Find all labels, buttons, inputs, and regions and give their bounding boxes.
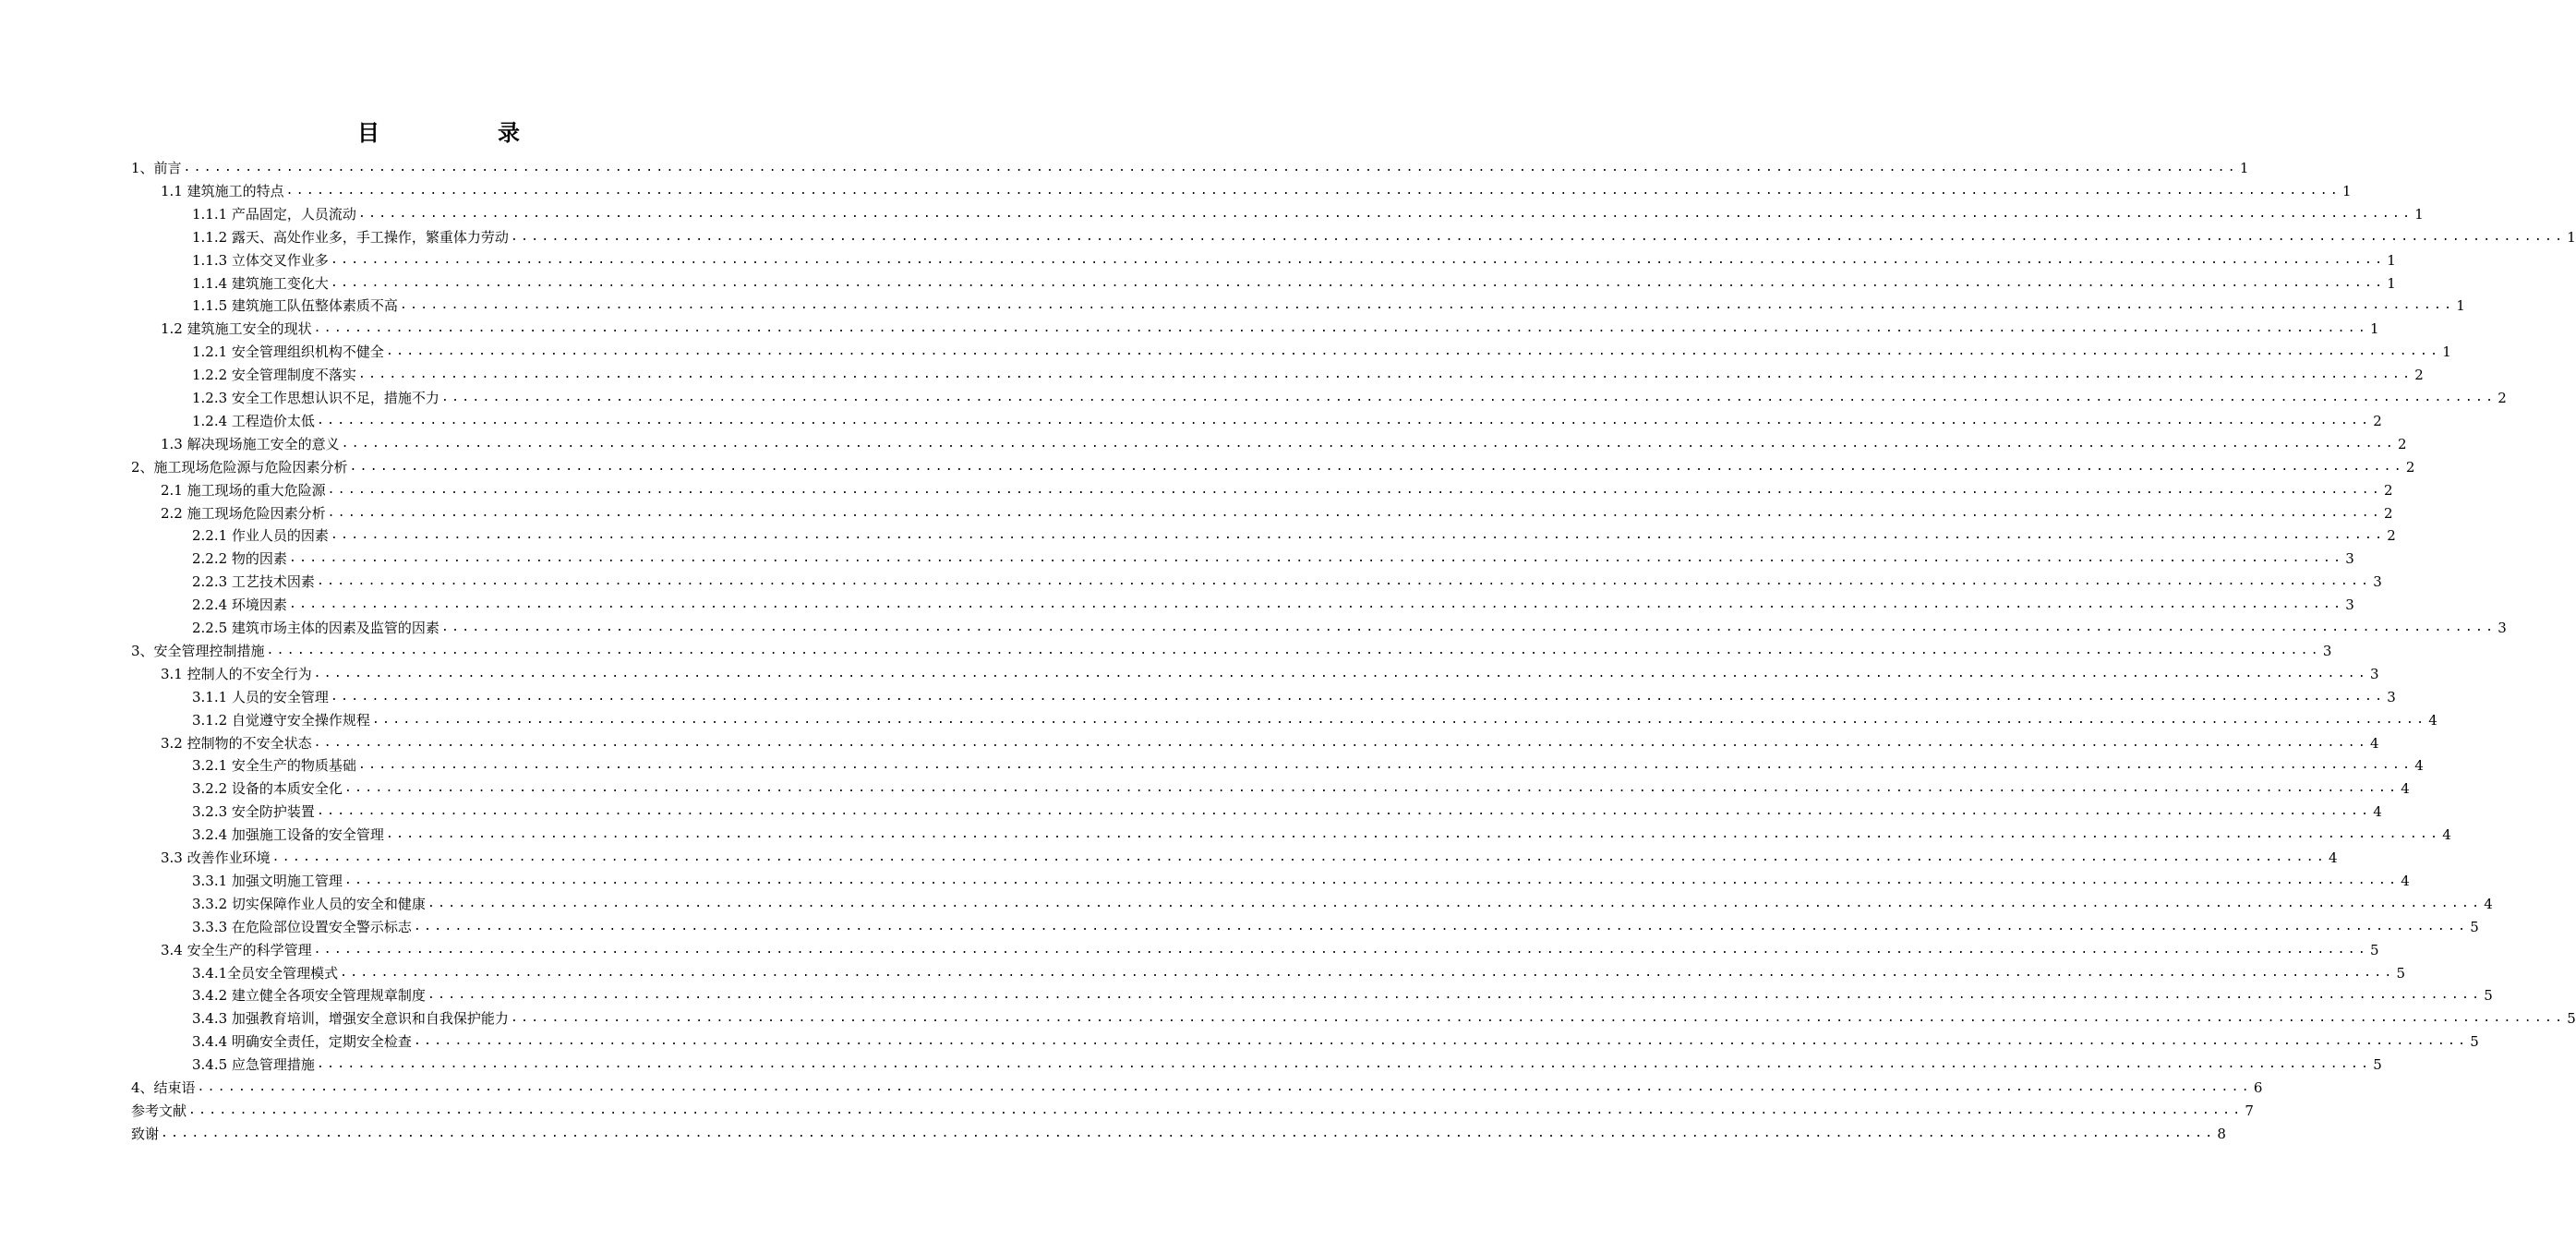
toc-entry[interactable] (192, 707, 2438, 729)
toc-entry-page-number: 3 (2387, 688, 2396, 705)
dot-leader: ........................................................................................................................................................................................................ (330, 528, 2386, 543)
toc-entry-label: 1.1.2 露天、高处作业多，手工操作，繁重体力劳动 (192, 228, 509, 246)
toc-entry-label: 3.2 控制物的不安全状态 (161, 734, 312, 752)
toc-entry-page-number: 4 (2401, 872, 2410, 889)
toc-entry-page-number: 5 (2470, 918, 2479, 935)
dot-leader: ........................................................................................................................................................................................................ (188, 1102, 2244, 1117)
toc-entry-page-number: 4 (2484, 895, 2493, 912)
dot-leader: ........................................................................................................................................................................................................ (357, 758, 2413, 773)
dot-leader: ........................................................................................................................................................................................................ (285, 183, 2341, 198)
toc-entry[interactable] (192, 247, 2396, 270)
dot-leader: ........................................................................................................................................................................................................ (313, 942, 2368, 957)
toc-title: 目 录 (357, 119, 568, 146)
toc-entry-page-number: 1 (2387, 274, 2396, 292)
toc-entry-page-number: 1 (2456, 297, 2465, 315)
toc-entry-page-number: 1 (2387, 251, 2396, 269)
toc-entry-page-number: 8 (2217, 1125, 2226, 1142)
toc-entry[interactable] (192, 385, 2507, 407)
toc-entry-page-number: 2 (2387, 527, 2396, 545)
toc-entry-page-number: 5 (2369, 941, 2379, 958)
toc-entry-label: 3.4.5 应急管理措施 (192, 1056, 315, 1074)
toc-entry-page-number: 3 (2498, 620, 2507, 636)
toc-entry-label: 2.1 施工现场的重大危险源 (161, 481, 326, 499)
dot-leader: ........................................................................................................................................................................................................ (288, 597, 2344, 612)
toc-entry-page-number: 3 (2373, 573, 2382, 591)
toc-entry-page-number: 3 (2345, 550, 2354, 568)
toc-entry-label: 2.2.1 作业人员的因素 (192, 527, 329, 545)
toc-entry[interactable] (192, 1052, 2382, 1074)
dot-leader: ........................................................................................................................................................................................................ (399, 298, 2455, 313)
toc-entry-page-number: 2 (2498, 390, 2507, 406)
dot-leader: ........................................................................................................................................................................................................ (327, 482, 2382, 497)
toc-entry-label: 3.3.2 切实保障作业人员的安全和健康 (192, 895, 426, 912)
dot-leader: ........................................................................................................................................................................................................ (357, 367, 2413, 382)
toc-entry-label: 1.2 建筑施工安全的现状 (161, 320, 312, 338)
toc-entry-page-number: 2 (2414, 367, 2424, 384)
toc-entry[interactable] (192, 753, 2424, 775)
toc-entry-page-number: 1 (2414, 205, 2424, 223)
dot-leader: ........................................................................................................................................................................................................ (510, 1011, 2566, 1026)
toc-entry[interactable] (192, 868, 2410, 890)
toc-entry[interactable] (192, 822, 2451, 844)
toc-entry[interactable] (192, 615, 2507, 637)
toc-entry-label: 参考文献 (131, 1102, 187, 1119)
dot-leader: ........................................................................................................................................................................................................ (161, 1126, 2216, 1140)
dot-leader: ........................................................................................................................................................................................................ (349, 459, 2404, 474)
toc-entry[interactable] (131, 1121, 2226, 1143)
toc-entry-label: 3.2.3 安全防护装置 (192, 803, 315, 821)
toc-entry[interactable] (192, 891, 2493, 913)
toc-entry[interactable] (131, 155, 2249, 177)
toc-entry[interactable] (131, 1098, 2254, 1120)
dot-leader: ........................................................................................................................................................................................................ (385, 344, 2441, 359)
toc-entry-page-number: 5 (2567, 1010, 2576, 1028)
toc-entry-label: 3.1.1 人员的安全管理 (192, 688, 329, 705)
toc-entry-page-number: 4 (2373, 803, 2382, 821)
toc-entry[interactable] (192, 271, 2396, 293)
toc-entry-page-number: 1 (2341, 182, 2352, 199)
toc-entry[interactable] (192, 684, 2396, 706)
toc-entry-label: 3.4.2 建立健全各项安全管理规章制度 (192, 987, 426, 1005)
toc-entry-page-number: 4 (2328, 849, 2338, 866)
toc-entry-page-number: 2 (2397, 435, 2407, 452)
toc-entry-page-number: 1 (2442, 343, 2451, 361)
toc-entry-label: 1.1.1 产品固定，人员流动 (192, 205, 356, 223)
toc-entry[interactable] (192, 592, 2354, 614)
toc-entry[interactable] (192, 201, 2424, 223)
dot-leader: ........................................................................................................................................................................................................ (330, 689, 2386, 704)
toc-entry[interactable] (192, 960, 2406, 982)
toc-entry[interactable] (192, 569, 2382, 591)
toc-entry[interactable] (192, 776, 2410, 798)
toc-entry-page-number: 5 (2396, 964, 2406, 982)
toc-entry[interactable] (131, 1075, 2263, 1097)
toc-entry-page-number: 1 (2239, 160, 2249, 176)
dot-leader: ........................................................................................................................................................................................................ (343, 781, 2400, 796)
toc-entry-label: 1.1 建筑施工的特点 (161, 182, 284, 199)
toc-entry[interactable] (161, 178, 2352, 200)
dot-leader: ........................................................................................................................................................................................................ (371, 712, 2427, 727)
toc-entry-label: 1.2.1 安全管理组织机构不健全 (192, 343, 384, 361)
dot-leader: ........................................................................................................................................................................................................ (341, 436, 2396, 451)
toc-entry-label: 3.1.2 自觉遵守安全操作规程 (192, 711, 370, 729)
toc-entry-label: 3.3 改善作业环境 (161, 849, 271, 866)
toc-entry-label: 1.2.2 安全管理制度不落实 (192, 367, 356, 384)
dot-leader: ........................................................................................................................................................................................................ (330, 275, 2386, 290)
toc-entry[interactable] (161, 316, 2379, 338)
toc-entry-label: 3.1 控制人的不安全行为 (161, 665, 312, 682)
toc-entry-label: 2.2.5 建筑市场主体的因素及监管的因素 (192, 620, 439, 636)
toc-entry-page-number: 4 (2414, 757, 2424, 775)
dot-leader: ........................................................................................................................................................................................................ (313, 735, 2368, 750)
toc-entry[interactable] (192, 408, 2382, 430)
dot-leader: ........................................................................................................................................................................................................ (316, 1057, 2372, 1072)
toc-entry-page-number: 2 (2383, 504, 2393, 522)
toc-entry-page-number: 1 (2369, 320, 2379, 338)
toc-entry-page-number: 3 (2369, 665, 2379, 682)
toc-entry[interactable] (161, 500, 2393, 523)
toc-entry-label: 1.1.5 建筑施工队伍整体素质不高 (192, 297, 398, 315)
toc-entry-label: 3.3.3 在危险部位设置安全警示标志 (192, 918, 412, 935)
toc-entry-label: 2.2.4 环境因素 (192, 596, 287, 614)
toc-entry[interactable] (161, 730, 2379, 753)
toc-entry-label: 3、安全管理控制措施 (131, 642, 265, 659)
dot-leader: ........................................................................................................................................................................................................ (313, 321, 2368, 336)
toc-entry-label: 4、结束语 (131, 1079, 196, 1096)
dot-leader: ........................................................................................................................................................................................................ (427, 896, 2483, 910)
toc-entry-page-number: 4 (2442, 826, 2451, 844)
toc-entry[interactable] (161, 845, 2338, 867)
toc-entry-label: 3.2.4 加强施工设备的安全管理 (192, 826, 384, 844)
toc-entry-page-number: 1 (2567, 228, 2576, 246)
dot-leader: ........................................................................................................................................................................................................ (440, 391, 2497, 404)
dot-leader: ........................................................................................................................................................................................................ (288, 551, 2344, 566)
dot-leader: ........................................................................................................................................................................................................ (343, 873, 2400, 887)
toc-entry-page-number: 5 (2470, 1033, 2479, 1051)
toc-entry-label: 1.2.4 工程造价太低 (192, 412, 315, 429)
toc-entry[interactable] (192, 293, 2465, 315)
dot-leader: ........................................................................................................................................................................................................ (313, 666, 2368, 681)
dot-leader: ........................................................................................................................................................................................................ (340, 965, 2395, 980)
dot-leader: ........................................................................................................................................................................................................ (316, 804, 2372, 819)
toc-entry-label: 3.4.1全员安全管理模式 (192, 964, 339, 982)
toc-entry-label: 2.2 施工现场危险因素分析 (161, 504, 326, 522)
toc-entry[interactable] (161, 477, 2393, 500)
dot-leader: ........................................................................................................................................................................................................ (385, 827, 2441, 842)
toc-entry-label: 3.4.3 加强教育培训，增强安全意识和自我保护能力 (192, 1010, 509, 1028)
toc-entry[interactable] (192, 546, 2354, 568)
toc-entry-label: 3.4 安全生产的科学管理 (161, 941, 312, 958)
dot-leader: ........................................................................................................................................................................................................ (316, 413, 2372, 428)
toc-entry-label: 1.1.4 建筑施工变化大 (192, 274, 329, 292)
dot-leader: ........................................................................................................................................................................................................ (197, 1080, 2252, 1094)
dot-leader: ........................................................................................................................................................................................................ (183, 161, 2238, 175)
toc-entry[interactable] (161, 661, 2379, 683)
dot-leader: ........................................................................................................................................................................................................ (440, 620, 2497, 634)
toc-entry[interactable] (192, 1006, 2576, 1028)
dot-leader: ........................................................................................................................................................................................................ (316, 574, 2372, 589)
toc-entry-label: 1.1.3 立体交叉作业多 (192, 251, 329, 269)
toc-entry[interactable] (192, 339, 2451, 361)
toc-entry-label: 3.4.4 明确安全责任，定期安全检查 (192, 1033, 412, 1051)
toc-entry-page-number: 5 (2373, 1056, 2382, 1074)
toc-entry-label: 3.3.1 加强文明施工管理 (192, 872, 343, 889)
toc-entry[interactable] (192, 1029, 2479, 1051)
toc-entry-page-number: 6 (2253, 1079, 2263, 1096)
toc-entry[interactable] (161, 937, 2379, 959)
dot-leader: ........................................................................................................................................................................................................ (271, 850, 2327, 864)
dot-leader: ........................................................................................................................................................................................................ (413, 919, 2469, 934)
toc-entry[interactable] (131, 454, 2415, 476)
toc-entry-page-number: 3 (2345, 596, 2354, 614)
toc-entry-label: 1、前言 (131, 160, 182, 176)
toc-entry-page-number: 2 (2405, 458, 2415, 476)
dot-leader: ........................................................................................................................................................................................................ (327, 505, 2382, 520)
dot-leader: ........................................................................................................................................................................................................ (510, 229, 2566, 244)
toc-entry-page-number: 3 (2322, 642, 2332, 659)
toc-entry-page-number: 4 (2369, 734, 2379, 752)
dot-leader: ........................................................................................................................................................................................................ (330, 252, 2386, 267)
dot-leader: ........................................................................................................................................................................................................ (266, 643, 2321, 657)
toc-entry-page-number: 5 (2484, 987, 2493, 1005)
toc-entry-page-number: 2 (2373, 412, 2382, 429)
toc-entry-page-number: 4 (2428, 711, 2438, 729)
toc-entry[interactable] (192, 799, 2382, 821)
dot-leader: ........................................................................................................................................................................................................ (357, 206, 2413, 221)
dot-leader: ........................................................................................................................................................................................................ (427, 988, 2483, 1003)
toc-entry[interactable] (161, 431, 2407, 453)
toc-entry-label: 1.2.3 安全工作思想认识不足，措施不力 (192, 390, 439, 406)
toc-entry-label: 2.2.3 工艺技术因素 (192, 573, 315, 591)
toc-entry-label: 2、施工现场危险源与危险因素分析 (131, 458, 348, 476)
toc-entry-label: 3.2.1 安全生产的物质基础 (192, 757, 356, 775)
toc-entry-label: 致谢 (131, 1125, 160, 1142)
toc-entry-label: 3.2.2 设备的本质安全化 (192, 780, 343, 798)
toc-entry-page-number: 2 (2383, 481, 2393, 499)
toc-entry[interactable] (192, 523, 2396, 545)
toc-entry[interactable] (131, 638, 2332, 660)
toc-entry[interactable] (192, 224, 2576, 247)
toc-entry[interactable] (192, 982, 2493, 1005)
toc-entry-label: 2.2.2 物的因素 (192, 550, 287, 568)
dot-leader: ........................................................................................................................................................................................................ (413, 1034, 2469, 1049)
toc-entry[interactable] (192, 914, 2479, 936)
toc-entry-label: 1.3 解决现场施工安全的意义 (161, 435, 340, 452)
toc-entry-page-number: 4 (2401, 780, 2410, 798)
toc-entry-page-number: 7 (2245, 1102, 2254, 1119)
toc-entry[interactable] (192, 362, 2424, 384)
